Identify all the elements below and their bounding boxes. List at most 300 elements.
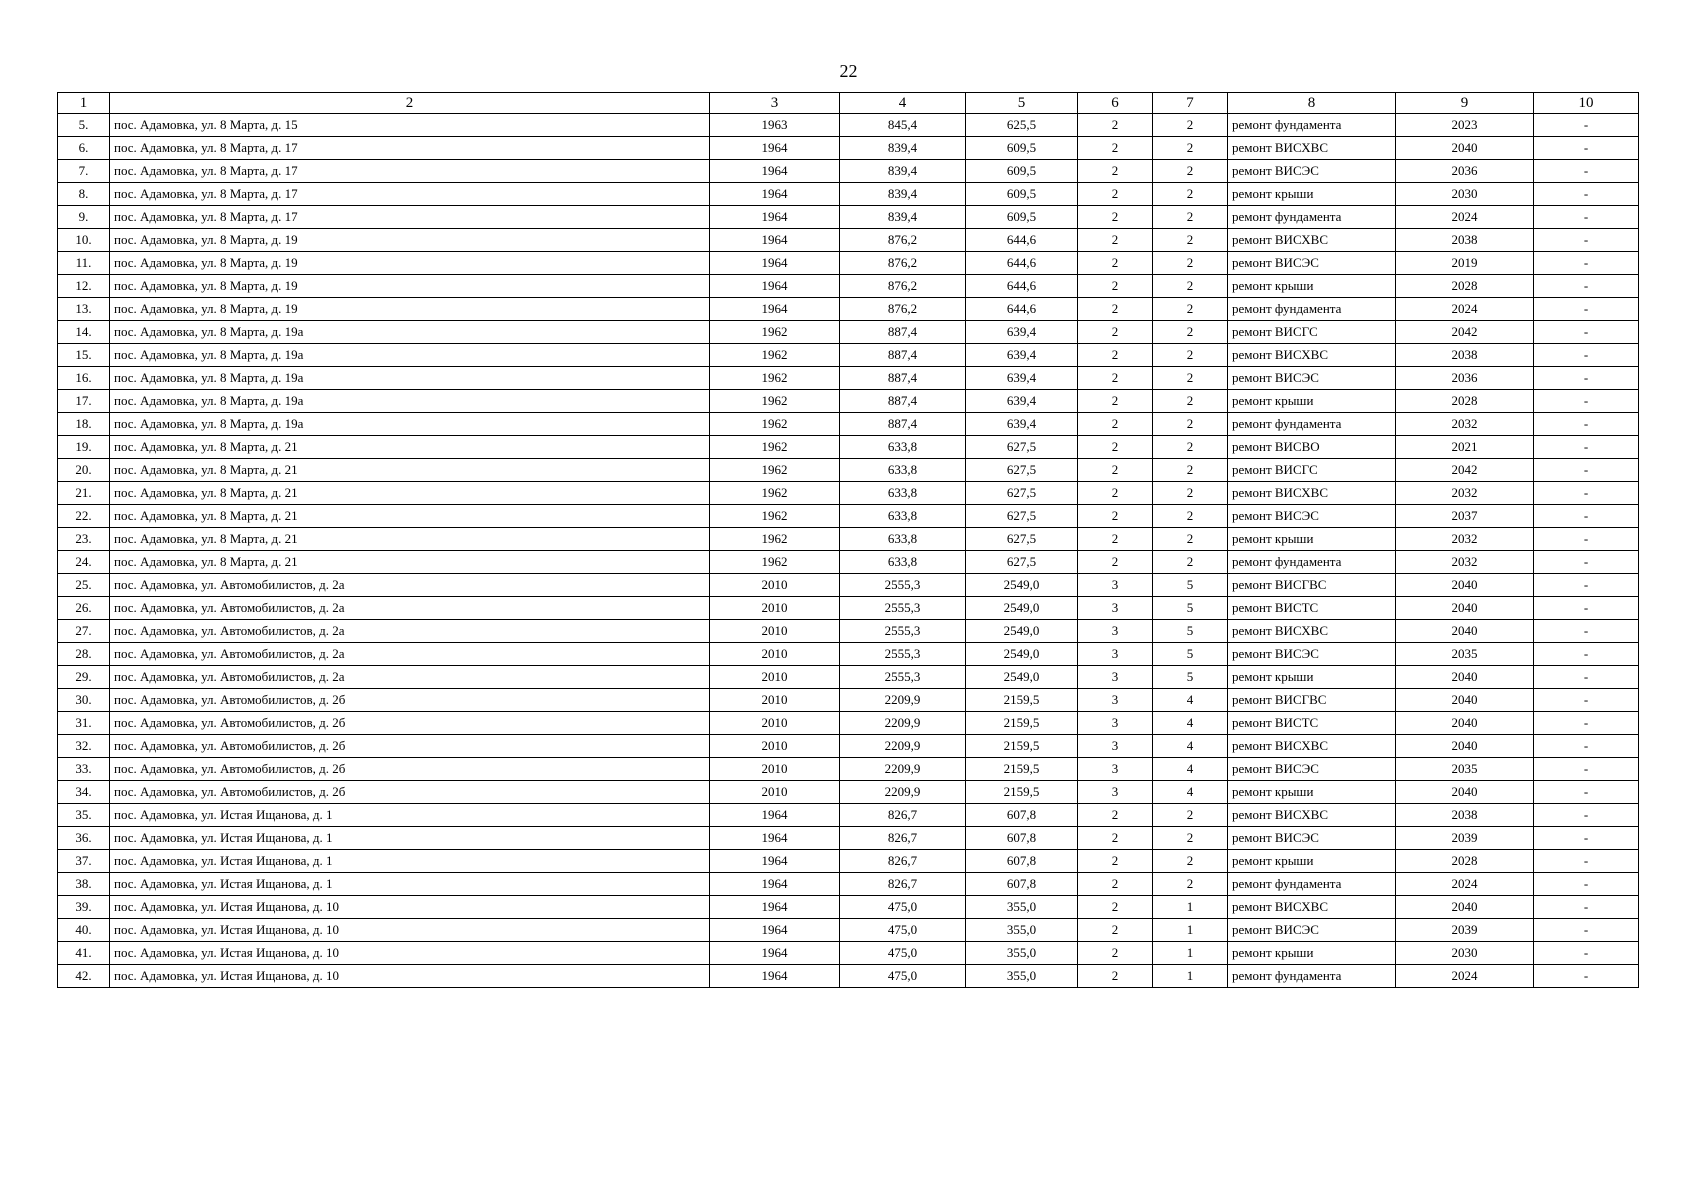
column-header: 7	[1153, 93, 1228, 114]
note-cell: -	[1534, 390, 1639, 413]
note-cell: -	[1534, 965, 1639, 988]
work-type-cell: ремонт ВИСЭС	[1228, 643, 1396, 666]
year-built-cell: 1963	[710, 114, 840, 137]
entrances-cell: 2	[1153, 505, 1228, 528]
table-row	[58, 298, 1639, 321]
note-cell: -	[1534, 620, 1639, 643]
address-cell: пос. Адамовка, ул. 8 Марта, д. 21	[110, 459, 710, 482]
floors-cell: 3	[1078, 781, 1153, 804]
entrances-cell: 2	[1153, 114, 1228, 137]
note-cell: -	[1534, 344, 1639, 367]
total-area-cell: 633,8	[840, 505, 966, 528]
living-area-cell: 627,5	[966, 436, 1078, 459]
row-number-cell: 31.	[58, 712, 110, 735]
year-built-cell: 1962	[710, 436, 840, 459]
planned-year-cell: 2038	[1396, 229, 1534, 252]
living-area-cell: 609,5	[966, 206, 1078, 229]
entrances-cell: 1	[1153, 896, 1228, 919]
table-row	[58, 896, 1639, 919]
floors-cell: 2	[1078, 528, 1153, 551]
living-area-cell: 2549,0	[966, 620, 1078, 643]
entrances-cell: 2	[1153, 804, 1228, 827]
address-cell: пос. Адамовка, ул. 8 Марта, д. 19	[110, 252, 710, 275]
note-cell: -	[1534, 666, 1639, 689]
year-built-cell: 1964	[710, 942, 840, 965]
year-built-cell: 1964	[710, 896, 840, 919]
living-area-cell: 644,6	[966, 252, 1078, 275]
note-cell: -	[1534, 206, 1639, 229]
address-cell: пос. Адамовка, ул. 8 Марта, д. 21	[110, 482, 710, 505]
work-type-cell: ремонт крыши	[1228, 850, 1396, 873]
year-built-cell: 1964	[710, 252, 840, 275]
entrances-cell: 4	[1153, 689, 1228, 712]
floors-cell: 2	[1078, 229, 1153, 252]
planned-year-cell: 2040	[1396, 620, 1534, 643]
work-type-cell: ремонт ВИСХВС	[1228, 735, 1396, 758]
table-row	[58, 528, 1639, 551]
planned-year-cell: 2028	[1396, 390, 1534, 413]
table-row	[58, 965, 1639, 988]
total-area-cell: 2209,9	[840, 689, 966, 712]
table-row	[58, 873, 1639, 896]
living-area-cell: 607,8	[966, 804, 1078, 827]
year-built-cell: 1962	[710, 482, 840, 505]
column-header: 10	[1534, 93, 1639, 114]
note-cell: -	[1534, 712, 1639, 735]
year-built-cell: 1964	[710, 229, 840, 252]
year-built-cell: 1964	[710, 827, 840, 850]
note-cell: -	[1534, 275, 1639, 298]
column-header: 3	[710, 93, 840, 114]
year-built-cell: 1964	[710, 275, 840, 298]
entrances-cell: 2	[1153, 344, 1228, 367]
work-type-cell: ремонт ВИСЭС	[1228, 367, 1396, 390]
row-number-cell: 18.	[58, 413, 110, 436]
column-header: 5	[966, 93, 1078, 114]
entrances-cell: 2	[1153, 321, 1228, 344]
living-area-cell: 644,6	[966, 229, 1078, 252]
work-type-cell: ремонт ВИСХВС	[1228, 344, 1396, 367]
entrances-cell: 4	[1153, 781, 1228, 804]
living-area-cell: 639,4	[966, 344, 1078, 367]
work-type-cell: ремонт ВИСГВС	[1228, 574, 1396, 597]
table-body	[58, 93, 1639, 988]
work-type-cell: ремонт крыши	[1228, 390, 1396, 413]
planned-year-cell: 2032	[1396, 482, 1534, 505]
work-type-cell: ремонт ВИСЭС	[1228, 919, 1396, 942]
living-area-cell: 627,5	[966, 459, 1078, 482]
planned-year-cell: 2028	[1396, 275, 1534, 298]
floors-cell: 2	[1078, 367, 1153, 390]
total-area-cell: 876,2	[840, 275, 966, 298]
row-number-cell: 16.	[58, 367, 110, 390]
address-cell: пос. Адамовка, ул. 8 Марта, д. 21	[110, 505, 710, 528]
table-row	[58, 574, 1639, 597]
living-area-cell: 625,5	[966, 114, 1078, 137]
floors-cell: 2	[1078, 436, 1153, 459]
work-type-cell: ремонт ВИСГС	[1228, 459, 1396, 482]
address-cell: пос. Адамовка, ул. 8 Марта, д. 21	[110, 436, 710, 459]
address-cell: пос. Адамовка, ул. Автомобилистов, д. 2б	[110, 781, 710, 804]
table-row	[58, 367, 1639, 390]
total-area-cell: 2209,9	[840, 735, 966, 758]
living-area-cell: 2549,0	[966, 643, 1078, 666]
entrances-cell: 2	[1153, 873, 1228, 896]
year-built-cell: 1964	[710, 183, 840, 206]
year-built-cell: 2010	[710, 643, 840, 666]
planned-year-cell: 2040	[1396, 712, 1534, 735]
note-cell: -	[1534, 183, 1639, 206]
entrances-cell: 2	[1153, 850, 1228, 873]
note-cell: -	[1534, 689, 1639, 712]
total-area-cell: 2209,9	[840, 781, 966, 804]
note-cell: -	[1534, 505, 1639, 528]
table-row	[58, 551, 1639, 574]
floors-cell: 2	[1078, 321, 1153, 344]
address-cell: пос. Адамовка, ул. 8 Марта, д. 19а	[110, 390, 710, 413]
floors-cell: 2	[1078, 160, 1153, 183]
table-row	[58, 505, 1639, 528]
entrances-cell: 2	[1153, 413, 1228, 436]
note-cell: -	[1534, 827, 1639, 850]
floors-cell: 2	[1078, 413, 1153, 436]
note-cell: -	[1534, 298, 1639, 321]
table-row	[58, 390, 1639, 413]
address-cell: пос. Адамовка, ул. 8 Марта, д. 17	[110, 183, 710, 206]
entrances-cell: 2	[1153, 275, 1228, 298]
floors-cell: 2	[1078, 183, 1153, 206]
row-number-cell: 11.	[58, 252, 110, 275]
living-area-cell: 2549,0	[966, 666, 1078, 689]
note-cell: -	[1534, 436, 1639, 459]
note-cell: -	[1534, 850, 1639, 873]
table-row	[58, 827, 1639, 850]
note-cell: -	[1534, 137, 1639, 160]
planned-year-cell: 2024	[1396, 965, 1534, 988]
table-row	[58, 229, 1639, 252]
row-number-cell: 39.	[58, 896, 110, 919]
work-type-cell: ремонт крыши	[1228, 183, 1396, 206]
planned-year-cell: 2040	[1396, 896, 1534, 919]
planned-year-cell: 2019	[1396, 252, 1534, 275]
living-area-cell: 639,4	[966, 367, 1078, 390]
living-area-cell: 627,5	[966, 505, 1078, 528]
living-area-cell: 355,0	[966, 919, 1078, 942]
table-row	[58, 781, 1639, 804]
total-area-cell: 475,0	[840, 942, 966, 965]
total-area-cell: 633,8	[840, 528, 966, 551]
planned-year-cell: 2035	[1396, 643, 1534, 666]
total-area-cell: 839,4	[840, 183, 966, 206]
address-cell: пос. Адамовка, ул. 8 Марта, д. 15	[110, 114, 710, 137]
year-built-cell: 1964	[710, 804, 840, 827]
living-area-cell: 2159,5	[966, 781, 1078, 804]
floors-cell: 2	[1078, 390, 1153, 413]
total-area-cell: 826,7	[840, 850, 966, 873]
entrances-cell: 2	[1153, 827, 1228, 850]
year-built-cell: 2010	[710, 666, 840, 689]
address-cell: пос. Адамовка, ул. Истая Ищанова, д. 10	[110, 942, 710, 965]
table-row	[58, 183, 1639, 206]
living-area-cell: 607,8	[966, 850, 1078, 873]
planned-year-cell: 2040	[1396, 597, 1534, 620]
planned-year-cell: 2038	[1396, 804, 1534, 827]
table-row	[58, 850, 1639, 873]
total-area-cell: 2555,3	[840, 574, 966, 597]
living-area-cell: 644,6	[966, 298, 1078, 321]
entrances-cell: 5	[1153, 597, 1228, 620]
row-number-cell: 34.	[58, 781, 110, 804]
total-area-cell: 876,2	[840, 252, 966, 275]
row-number-cell: 37.	[58, 850, 110, 873]
living-area-cell: 644,6	[966, 275, 1078, 298]
work-type-cell: ремонт крыши	[1228, 275, 1396, 298]
planned-year-cell: 2036	[1396, 160, 1534, 183]
total-area-cell: 475,0	[840, 965, 966, 988]
address-cell: пос. Адамовка, ул. 8 Марта, д. 19а	[110, 344, 710, 367]
planned-year-cell: 2040	[1396, 574, 1534, 597]
entrances-cell: 4	[1153, 735, 1228, 758]
floors-cell: 2	[1078, 298, 1153, 321]
row-number-cell: 8.	[58, 183, 110, 206]
note-cell: -	[1534, 804, 1639, 827]
address-cell: пос. Адамовка, ул. 8 Марта, д. 19	[110, 298, 710, 321]
entrances-cell: 2	[1153, 183, 1228, 206]
living-area-cell: 607,8	[966, 827, 1078, 850]
row-number-cell: 41.	[58, 942, 110, 965]
floors-cell: 3	[1078, 735, 1153, 758]
entrances-cell: 5	[1153, 574, 1228, 597]
note-cell: -	[1534, 781, 1639, 804]
table-row	[58, 942, 1639, 965]
entrances-cell: 5	[1153, 620, 1228, 643]
planned-year-cell: 2032	[1396, 551, 1534, 574]
living-area-cell: 2159,5	[966, 758, 1078, 781]
work-type-cell: ремонт ВИСЭС	[1228, 160, 1396, 183]
table-row	[58, 597, 1639, 620]
year-built-cell: 2010	[710, 758, 840, 781]
work-type-cell: ремонт ВИСТС	[1228, 597, 1396, 620]
column-header: 9	[1396, 93, 1534, 114]
address-cell: пос. Адамовка, ул. 8 Марта, д. 19а	[110, 367, 710, 390]
work-type-cell: ремонт ВИСХВС	[1228, 137, 1396, 160]
floors-cell: 3	[1078, 597, 1153, 620]
note-cell: -	[1534, 160, 1639, 183]
year-built-cell: 1962	[710, 505, 840, 528]
total-area-cell: 2555,3	[840, 597, 966, 620]
address-cell: пос. Адамовка, ул. Истая Ищанова, д. 1	[110, 873, 710, 896]
planned-year-cell: 2037	[1396, 505, 1534, 528]
note-cell: -	[1534, 252, 1639, 275]
work-type-cell: ремонт крыши	[1228, 528, 1396, 551]
floors-cell: 2	[1078, 551, 1153, 574]
address-cell: пос. Адамовка, ул. Истая Ищанова, д. 10	[110, 919, 710, 942]
living-area-cell: 639,4	[966, 413, 1078, 436]
year-built-cell: 2010	[710, 597, 840, 620]
planned-year-cell: 2039	[1396, 919, 1534, 942]
entrances-cell: 2	[1153, 482, 1228, 505]
total-area-cell: 633,8	[840, 551, 966, 574]
row-number-cell: 21.	[58, 482, 110, 505]
floors-cell: 2	[1078, 873, 1153, 896]
entrances-cell: 1	[1153, 942, 1228, 965]
row-number-cell: 26.	[58, 597, 110, 620]
entrances-cell: 2	[1153, 229, 1228, 252]
table-row	[58, 482, 1639, 505]
total-area-cell: 2209,9	[840, 758, 966, 781]
entrances-cell: 2	[1153, 298, 1228, 321]
total-area-cell: 839,4	[840, 206, 966, 229]
row-number-cell: 13.	[58, 298, 110, 321]
column-header: 2	[110, 93, 710, 114]
living-area-cell: 355,0	[966, 965, 1078, 988]
work-type-cell: ремонт ВИСГС	[1228, 321, 1396, 344]
table-row	[58, 689, 1639, 712]
row-number-cell: 40.	[58, 919, 110, 942]
floors-cell: 2	[1078, 896, 1153, 919]
work-type-cell: ремонт крыши	[1228, 781, 1396, 804]
table-row	[58, 114, 1639, 137]
address-cell: пос. Адамовка, ул. 8 Марта, д. 19	[110, 275, 710, 298]
planned-year-cell: 2024	[1396, 206, 1534, 229]
planned-year-cell: 2040	[1396, 666, 1534, 689]
work-type-cell: ремонт фундамента	[1228, 965, 1396, 988]
floors-cell: 2	[1078, 114, 1153, 137]
planned-year-cell: 2030	[1396, 942, 1534, 965]
work-type-cell: ремонт ВИСХВС	[1228, 229, 1396, 252]
floors-cell: 3	[1078, 643, 1153, 666]
year-built-cell: 2010	[710, 620, 840, 643]
year-built-cell: 1962	[710, 344, 840, 367]
note-cell: -	[1534, 321, 1639, 344]
total-area-cell: 887,4	[840, 321, 966, 344]
table-row	[58, 206, 1639, 229]
planned-year-cell: 2024	[1396, 298, 1534, 321]
note-cell: -	[1534, 597, 1639, 620]
note-cell: -	[1534, 413, 1639, 436]
year-built-cell: 2010	[710, 712, 840, 735]
planned-year-cell: 2040	[1396, 781, 1534, 804]
entrances-cell: 4	[1153, 758, 1228, 781]
note-cell: -	[1534, 735, 1639, 758]
year-built-cell: 1964	[710, 850, 840, 873]
floors-cell: 3	[1078, 666, 1153, 689]
planned-year-cell: 2040	[1396, 735, 1534, 758]
planned-year-cell: 2038	[1396, 344, 1534, 367]
note-cell: -	[1534, 942, 1639, 965]
total-area-cell: 876,2	[840, 298, 966, 321]
year-built-cell: 2010	[710, 781, 840, 804]
table-row	[58, 344, 1639, 367]
living-area-cell: 607,8	[966, 873, 1078, 896]
work-type-cell: ремонт ВИСГВС	[1228, 689, 1396, 712]
work-type-cell: ремонт ВИСХВС	[1228, 620, 1396, 643]
year-built-cell: 1962	[710, 459, 840, 482]
floors-cell: 2	[1078, 344, 1153, 367]
table-row	[58, 735, 1639, 758]
entrances-cell: 4	[1153, 712, 1228, 735]
row-number-cell: 29.	[58, 666, 110, 689]
row-number-cell: 32.	[58, 735, 110, 758]
table-row	[58, 620, 1639, 643]
row-number-cell: 42.	[58, 965, 110, 988]
year-built-cell: 1964	[710, 919, 840, 942]
total-area-cell: 2555,3	[840, 643, 966, 666]
table-row	[58, 643, 1639, 666]
address-cell: пос. Адамовка, ул. 8 Марта, д. 17	[110, 206, 710, 229]
work-type-cell: ремонт фундамента	[1228, 413, 1396, 436]
floors-cell: 2	[1078, 275, 1153, 298]
address-cell: пос. Адамовка, ул. Автомобилистов, д. 2б	[110, 735, 710, 758]
entrances-cell: 2	[1153, 436, 1228, 459]
row-number-cell: 9.	[58, 206, 110, 229]
total-area-cell: 839,4	[840, 160, 966, 183]
address-cell: пос. Адамовка, ул. Автомобилистов, д. 2а	[110, 620, 710, 643]
work-type-cell: ремонт ВИСХВС	[1228, 896, 1396, 919]
living-area-cell: 639,4	[966, 321, 1078, 344]
work-type-cell: ремонт ВИСВО	[1228, 436, 1396, 459]
planned-year-cell: 2035	[1396, 758, 1534, 781]
table-row	[58, 321, 1639, 344]
row-number-cell: 27.	[58, 620, 110, 643]
floors-cell: 2	[1078, 827, 1153, 850]
row-number-cell: 15.	[58, 344, 110, 367]
column-header: 1	[58, 93, 110, 114]
work-type-cell: ремонт ВИСЭС	[1228, 505, 1396, 528]
living-area-cell: 2549,0	[966, 574, 1078, 597]
total-area-cell: 633,8	[840, 459, 966, 482]
living-area-cell: 355,0	[966, 896, 1078, 919]
year-built-cell: 1964	[710, 965, 840, 988]
living-area-cell: 2159,5	[966, 689, 1078, 712]
repair-schedule-table	[57, 92, 1639, 988]
entrances-cell: 1	[1153, 919, 1228, 942]
note-cell: -	[1534, 229, 1639, 252]
living-area-cell: 627,5	[966, 528, 1078, 551]
table-row	[58, 252, 1639, 275]
address-cell: пос. Адамовка, ул. Истая Ищанова, д. 1	[110, 827, 710, 850]
entrances-cell: 2	[1153, 160, 1228, 183]
work-type-cell: ремонт крыши	[1228, 666, 1396, 689]
entrances-cell: 1	[1153, 965, 1228, 988]
floors-cell: 2	[1078, 919, 1153, 942]
table-row	[58, 919, 1639, 942]
column-header: 4	[840, 93, 966, 114]
row-number-cell: 28.	[58, 643, 110, 666]
total-area-cell: 2209,9	[840, 712, 966, 735]
entrances-cell: 2	[1153, 390, 1228, 413]
address-cell: пос. Адамовка, ул. 8 Марта, д. 21	[110, 551, 710, 574]
work-type-cell: ремонт ВИСЭС	[1228, 827, 1396, 850]
row-number-cell: 38.	[58, 873, 110, 896]
living-area-cell: 609,5	[966, 160, 1078, 183]
year-built-cell: 2010	[710, 574, 840, 597]
work-type-cell: ремонт фундамента	[1228, 551, 1396, 574]
year-built-cell: 1962	[710, 321, 840, 344]
address-cell: пос. Адамовка, ул. Автомобилистов, д. 2б	[110, 689, 710, 712]
work-type-cell: ремонт фундамента	[1228, 298, 1396, 321]
total-area-cell: 826,7	[840, 827, 966, 850]
planned-year-cell: 2021	[1396, 436, 1534, 459]
work-type-cell: ремонт крыши	[1228, 942, 1396, 965]
living-area-cell: 639,4	[966, 390, 1078, 413]
floors-cell: 3	[1078, 620, 1153, 643]
address-cell: пос. Адамовка, ул. 8 Марта, д. 21	[110, 528, 710, 551]
floors-cell: 2	[1078, 505, 1153, 528]
note-cell: -	[1534, 574, 1639, 597]
year-built-cell: 1964	[710, 873, 840, 896]
work-type-cell: ремонт фундамента	[1228, 114, 1396, 137]
